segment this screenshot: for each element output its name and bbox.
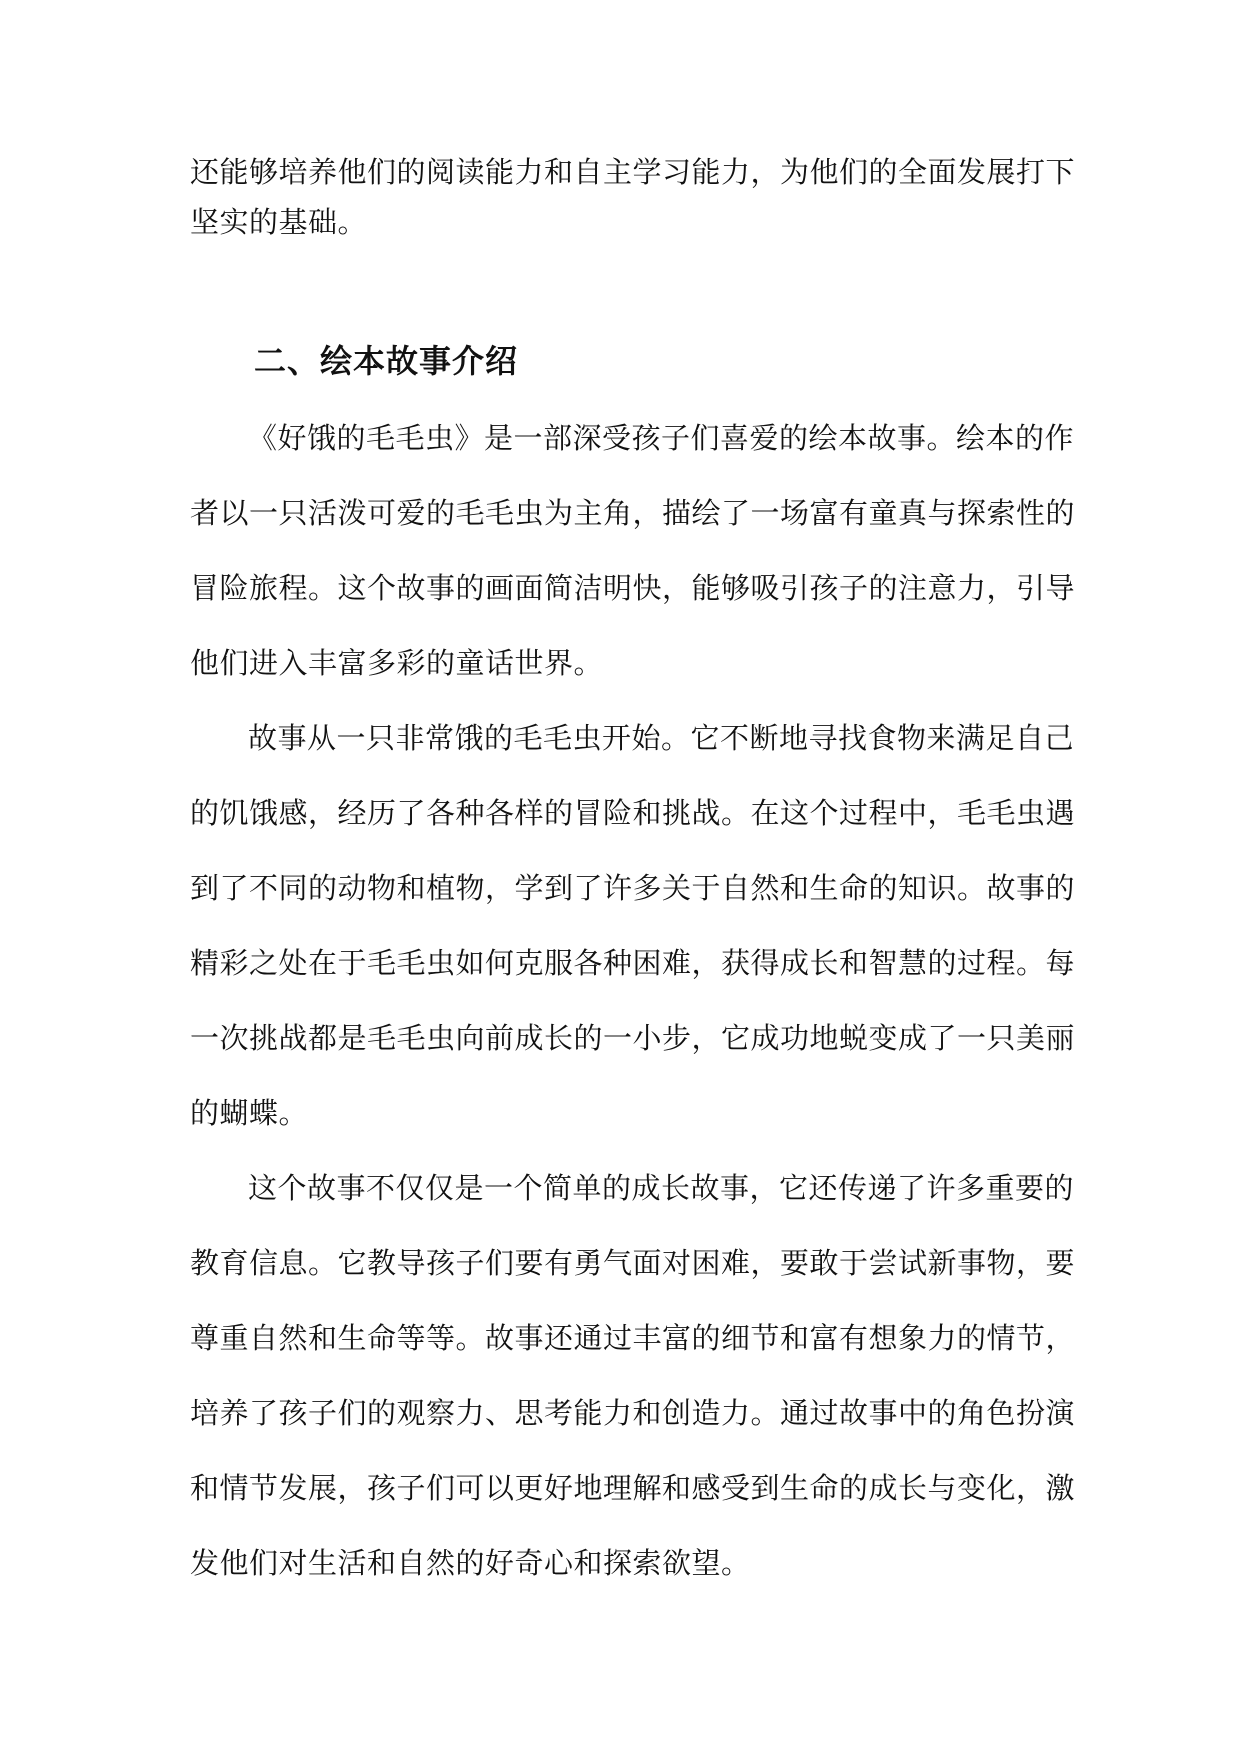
body-text-line: 的蝴蝶。 xyxy=(190,1096,309,1130)
body-text-line: 和情节发展，孩子们可以更好地理解和感受到生命的成长与变化，激 xyxy=(190,1471,1076,1505)
body-text-line: 还能够培养他们的阅读能力和自主学习能力，为他们的全面发展打下 xyxy=(190,155,1076,189)
body-text-line: 他们进入丰富多彩的童话世界。 xyxy=(190,646,604,680)
body-text-line: 这个故事不仅仅是一个简单的成长故事，它还传递了许多重要的 xyxy=(248,1171,1075,1205)
body-text-line: 一次挑战都是毛毛虫向前成长的一小步，它成功地蜕变成了一只美丽 xyxy=(190,1021,1076,1055)
body-text-line: 到了不同的动物和植物，学到了许多关于自然和生命的知识。故事的 xyxy=(190,871,1076,905)
body-text-line: 培养了孩子们的观察力、思考能力和创造力。通过故事中的角色扮演 xyxy=(190,1396,1076,1430)
body-text-line: 者以一只活泼可爱的毛毛虫为主角，描绘了一场富有童真与探索性的 xyxy=(190,496,1076,530)
body-text-line: 《好饿的毛毛虫》是一部深受孩子们喜爱的绘本故事。绘本的作 xyxy=(248,421,1075,455)
section-heading: 二、绘本故事介绍 xyxy=(254,342,519,380)
body-text-line: 故事从一只非常饿的毛毛虫开始。它不断地寻找食物来满足自己 xyxy=(248,721,1075,755)
body-text-line: 尊重自然和生命等等。故事还通过丰富的细节和富有想象力的情节， xyxy=(190,1321,1076,1355)
body-text-line: 精彩之处在于毛毛虫如何克服各种困难，获得成长和智慧的过程。每 xyxy=(190,946,1076,980)
body-text-line: 坚实的基础。 xyxy=(190,205,368,239)
body-text-line: 教育信息。它教导孩子们要有勇气面对困难，要敢于尝试新事物，要 xyxy=(190,1246,1076,1280)
body-text-line: 的饥饿感，经历了各种各样的冒险和挑战。在这个过程中，毛毛虫遇 xyxy=(190,796,1076,830)
body-text-line: 发他们对生活和自然的好奇心和探索欲望。 xyxy=(190,1546,751,1580)
body-text-line: 冒险旅程。这个故事的画面简洁明快，能够吸引孩子的注意力，引导 xyxy=(190,571,1076,605)
